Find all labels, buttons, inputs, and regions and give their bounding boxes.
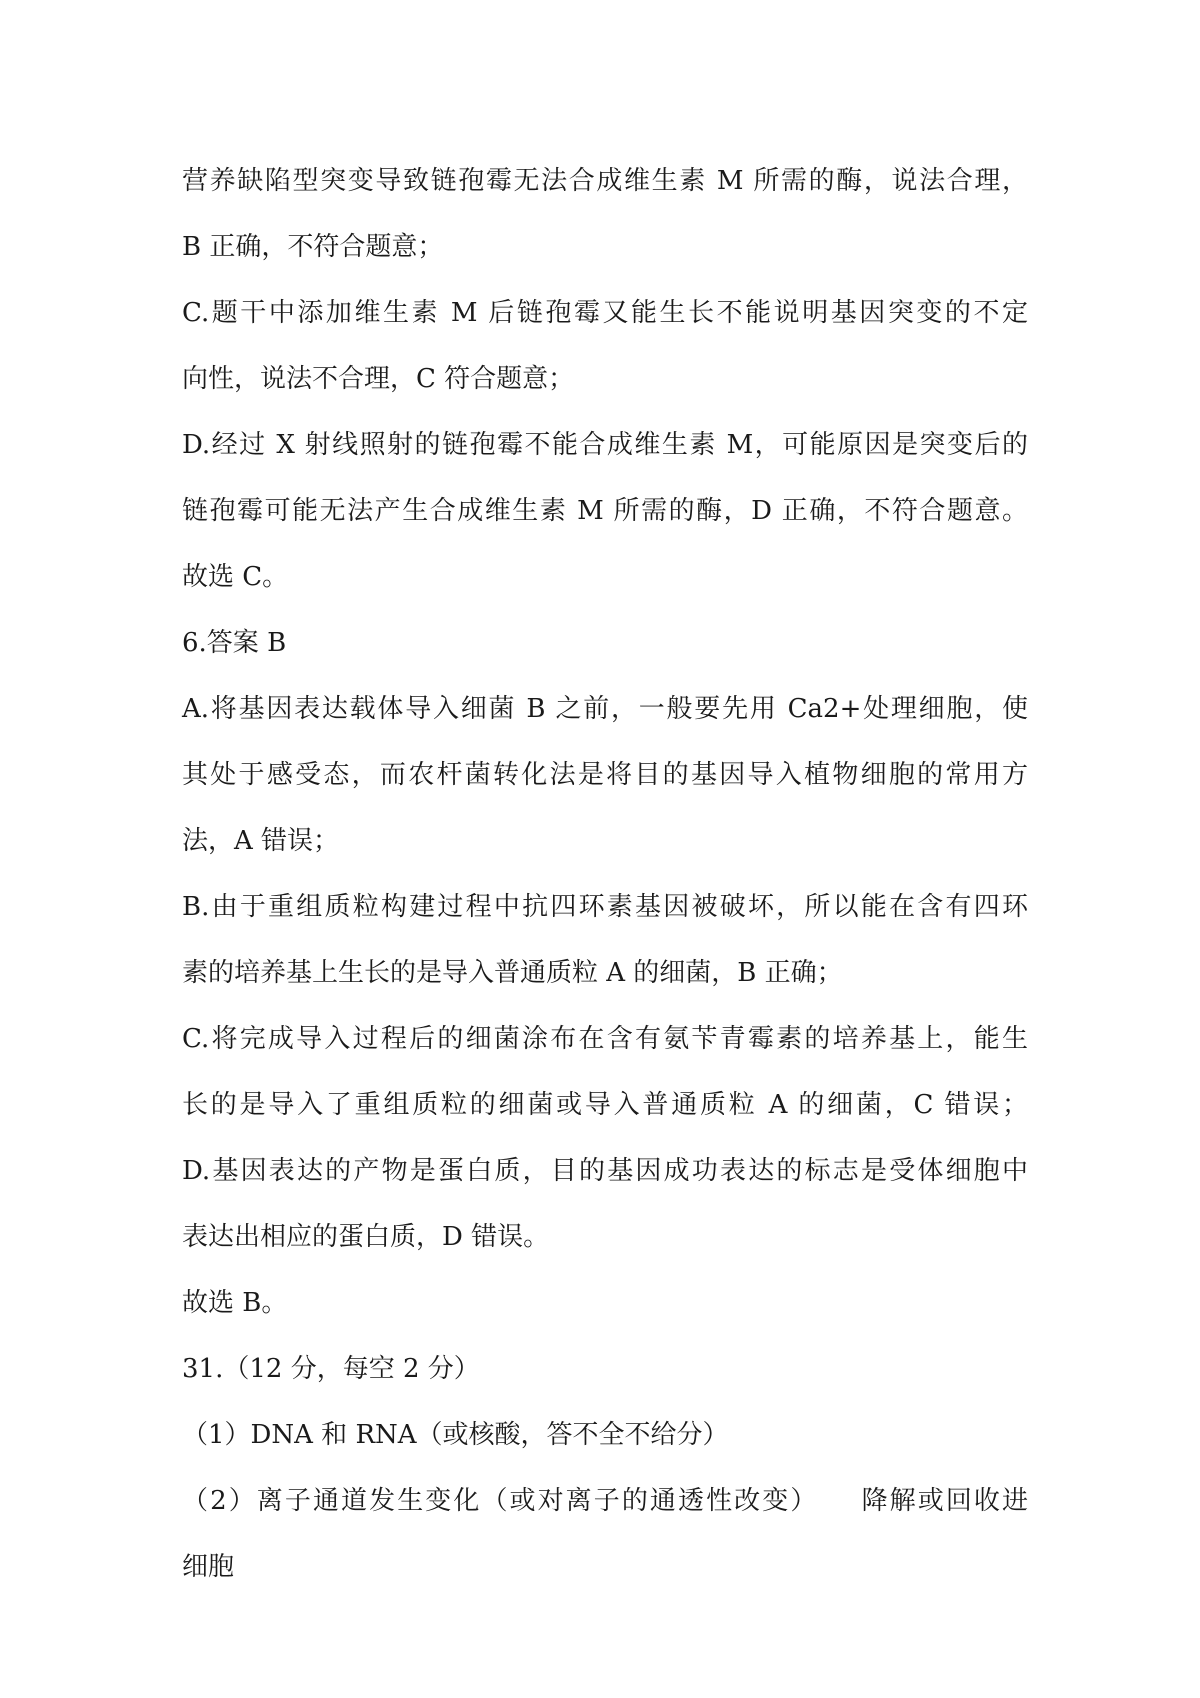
text-line: 向性，说法不合理，C 符合题意； — [182, 364, 575, 394]
text-line: 素的培养基上生长的是导入普通质粒 A 的细菌，B 正确； — [182, 958, 843, 988]
text-line: B 正确，不符合题意； — [182, 232, 444, 262]
text-line: 表达出相应的蛋白质，D 错误。 — [182, 1222, 550, 1252]
text-line: 长的是导入了重组质粒的细菌或导入普通质粒 A 的细菌，C 错误； — [182, 1090, 1028, 1120]
text-line: 其处于感受态，而农杆菌转化法是将目的基因导入植物细胞的常用方 — [182, 760, 1028, 790]
document-page — [182, 148, 1028, 1600]
text-line: 细胞 — [182, 1552, 235, 1582]
text-line: 法，A 错误； — [182, 826, 340, 856]
text-line: D.经过 X 射线照射的链孢霉不能合成维生素 M，可能原因是突变后的 — [182, 430, 1028, 460]
text-line: 故选 B。 — [182, 1288, 288, 1318]
text-line: 链孢霉可能无法产生合成维生素 M 所需的酶，D 正确，不符合题意。 — [182, 496, 1028, 526]
answer-heading: 6.答案 B — [182, 628, 287, 658]
text-line: C.将完成导入过程后的细菌涂布在含有氨苄青霉素的培养基上，能生 — [182, 1024, 1028, 1054]
text-line: 营养缺陷型突变导致链孢霉无法合成维生素 M 所需的酶，说法合理， — [182, 166, 1028, 196]
text-line: 故选 C。 — [182, 562, 289, 592]
question-heading: 31.（12 分，每空 2 分） — [182, 1354, 480, 1384]
text-line: （1）DNA 和 RNA（或核酸，答不全不给分） — [182, 1420, 729, 1450]
text-line: C.题干中添加维生素 M 后链孢霉又能生长不能说明基因突变的不定 — [182, 298, 1028, 328]
text-line: A.将基因表达载体导入细菌 B 之前，一般要先用 Ca2+处理细胞，使 — [182, 694, 1028, 724]
text-line: B.由于重组质粒构建过程中抗四环素基因被破坏，所以能在含有四环 — [182, 892, 1028, 922]
text-line: D.基因表达的产物是蛋白质，目的基因成功表达的标志是受体细胞中 — [182, 1156, 1028, 1186]
text-line: （2）离子通道发生变化（或对离子的通透性改变） 降解或回收进 — [182, 1486, 1028, 1516]
